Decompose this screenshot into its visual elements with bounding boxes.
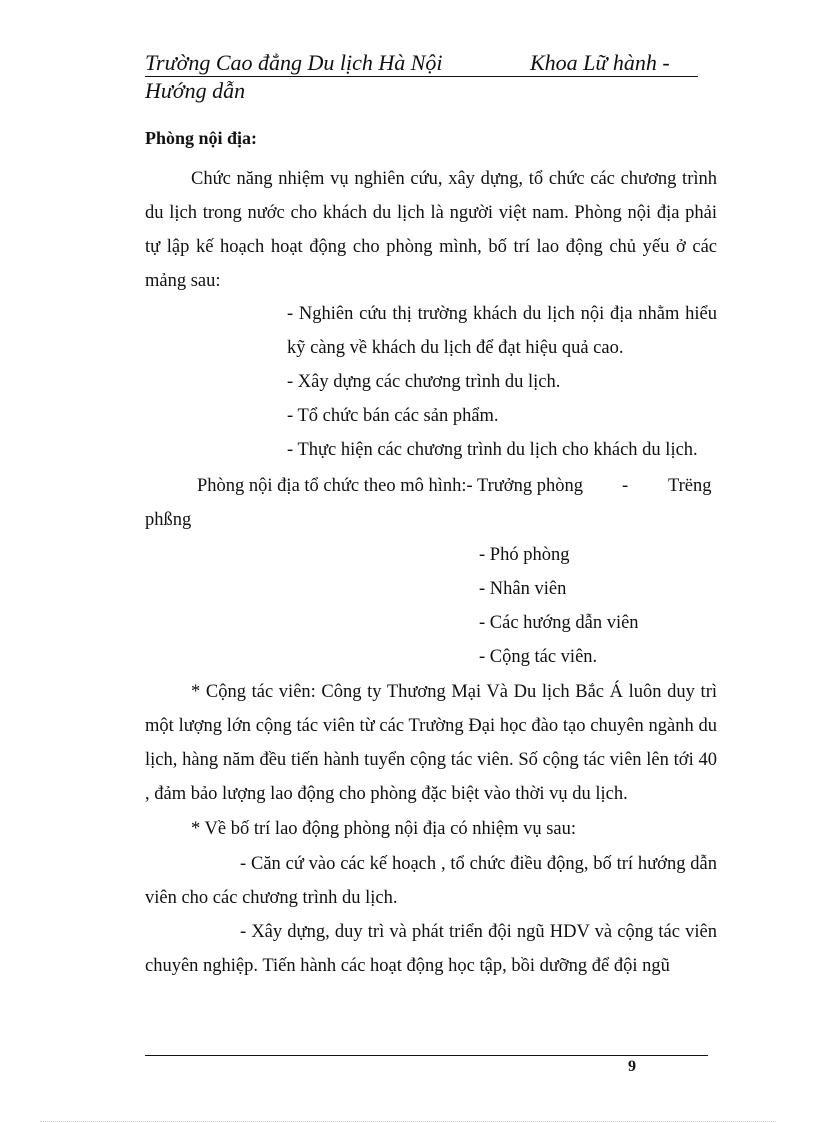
header-faculty: Khoa Lữ hành - bbox=[530, 50, 670, 75]
task-item-1: - Nghiên cứu thị trường khách du lịch nội địa nhằm hiểu bbox=[287, 304, 717, 324]
intro-line-2: du lịch trong nước cho khách du lịch là người việt nam. Phòng nội địa phải bbox=[145, 203, 717, 223]
task-item-2: - Xây dựng các chương trình du lịch. bbox=[287, 372, 561, 392]
position-item-2: - Nhân viên bbox=[479, 579, 567, 599]
intro-line-3: tự lập kế hoạch hoạt động cho phòng mình, bố trí lao động chủ yếu ở các bbox=[145, 237, 717, 257]
model-garbled-word: Trëng bbox=[668, 476, 712, 496]
page-number: 9 bbox=[628, 1058, 636, 1075]
labor-item-1: - Căn cứ vào các kế hoạch , tổ chức điều động, bố trí hướng dẫn bbox=[240, 854, 717, 874]
task-item-3: - Tổ chức bán các sản phẩm. bbox=[287, 406, 499, 426]
model-dash: - bbox=[622, 476, 629, 496]
intro-line-4: mảng sau: bbox=[145, 271, 221, 291]
position-item-1: - Phó phòng bbox=[479, 545, 570, 565]
labor-item-2-cont: chuyên nghiệp. Tiến hành các hoạt động học tập, bồi dưỡng để đội ngũ bbox=[145, 956, 670, 976]
header-school: Trường Cao đẳng Du lịch Hà Nội bbox=[145, 50, 443, 75]
labor-item-2: - Xây dựng, duy trì và phát triển đội ngũ HDV và cộng tác viên bbox=[240, 922, 717, 942]
labor-intro: * Về bố trí lao động phòng nội địa có nhiệm vụ sau: bbox=[191, 819, 577, 839]
section-title: Phòng nội địa: bbox=[145, 128, 258, 148]
position-item-3: - Các hướng dẫn viên bbox=[479, 613, 639, 633]
model-garbled-word-2: phßng bbox=[145, 510, 192, 530]
collaborators-line-2: một lượng lớn cộng tác viên từ các Trường Đại học đào tạo chuyên ngành du bbox=[145, 716, 717, 736]
collaborators-line-1: * Cộng tác viên: Công ty Thương Mại Và Du lịch Bắc Á luôn duy trì bbox=[191, 682, 717, 702]
header-faculty-continued: Hướng dẫn bbox=[145, 78, 246, 103]
footer-rule bbox=[145, 1055, 708, 1056]
intro-line-1: Chức năng nhiệm vụ nghiên cứu, xây dựng, tổ chức các chương trình bbox=[191, 169, 717, 189]
labor-item-1-cont: viên cho các chương trình du lịch. bbox=[145, 888, 398, 908]
model-line: Phòng nội địa tổ chức theo mô hình:- Trưởng phòng bbox=[197, 476, 583, 496]
task-item-4: - Thực hiện các chương trình du lịch cho khách du lịch. bbox=[287, 440, 698, 460]
page-edge-dotted-line bbox=[40, 1121, 776, 1122]
task-item-1-cont: kỹ càng về khách du lịch để đạt hiệu quả cao. bbox=[287, 338, 624, 358]
position-item-4: - Cộng tác viên. bbox=[479, 647, 598, 667]
collaborators-line-4: , đảm bảo lượng lao động cho phòng đặc biệt vào thời vụ du lịch. bbox=[145, 784, 628, 804]
collaborators-line-3: lịch, hàng năm đều tiến hành tuyển cộng tác viên. Số cộng tác viên lên tới 40 bbox=[145, 750, 717, 770]
